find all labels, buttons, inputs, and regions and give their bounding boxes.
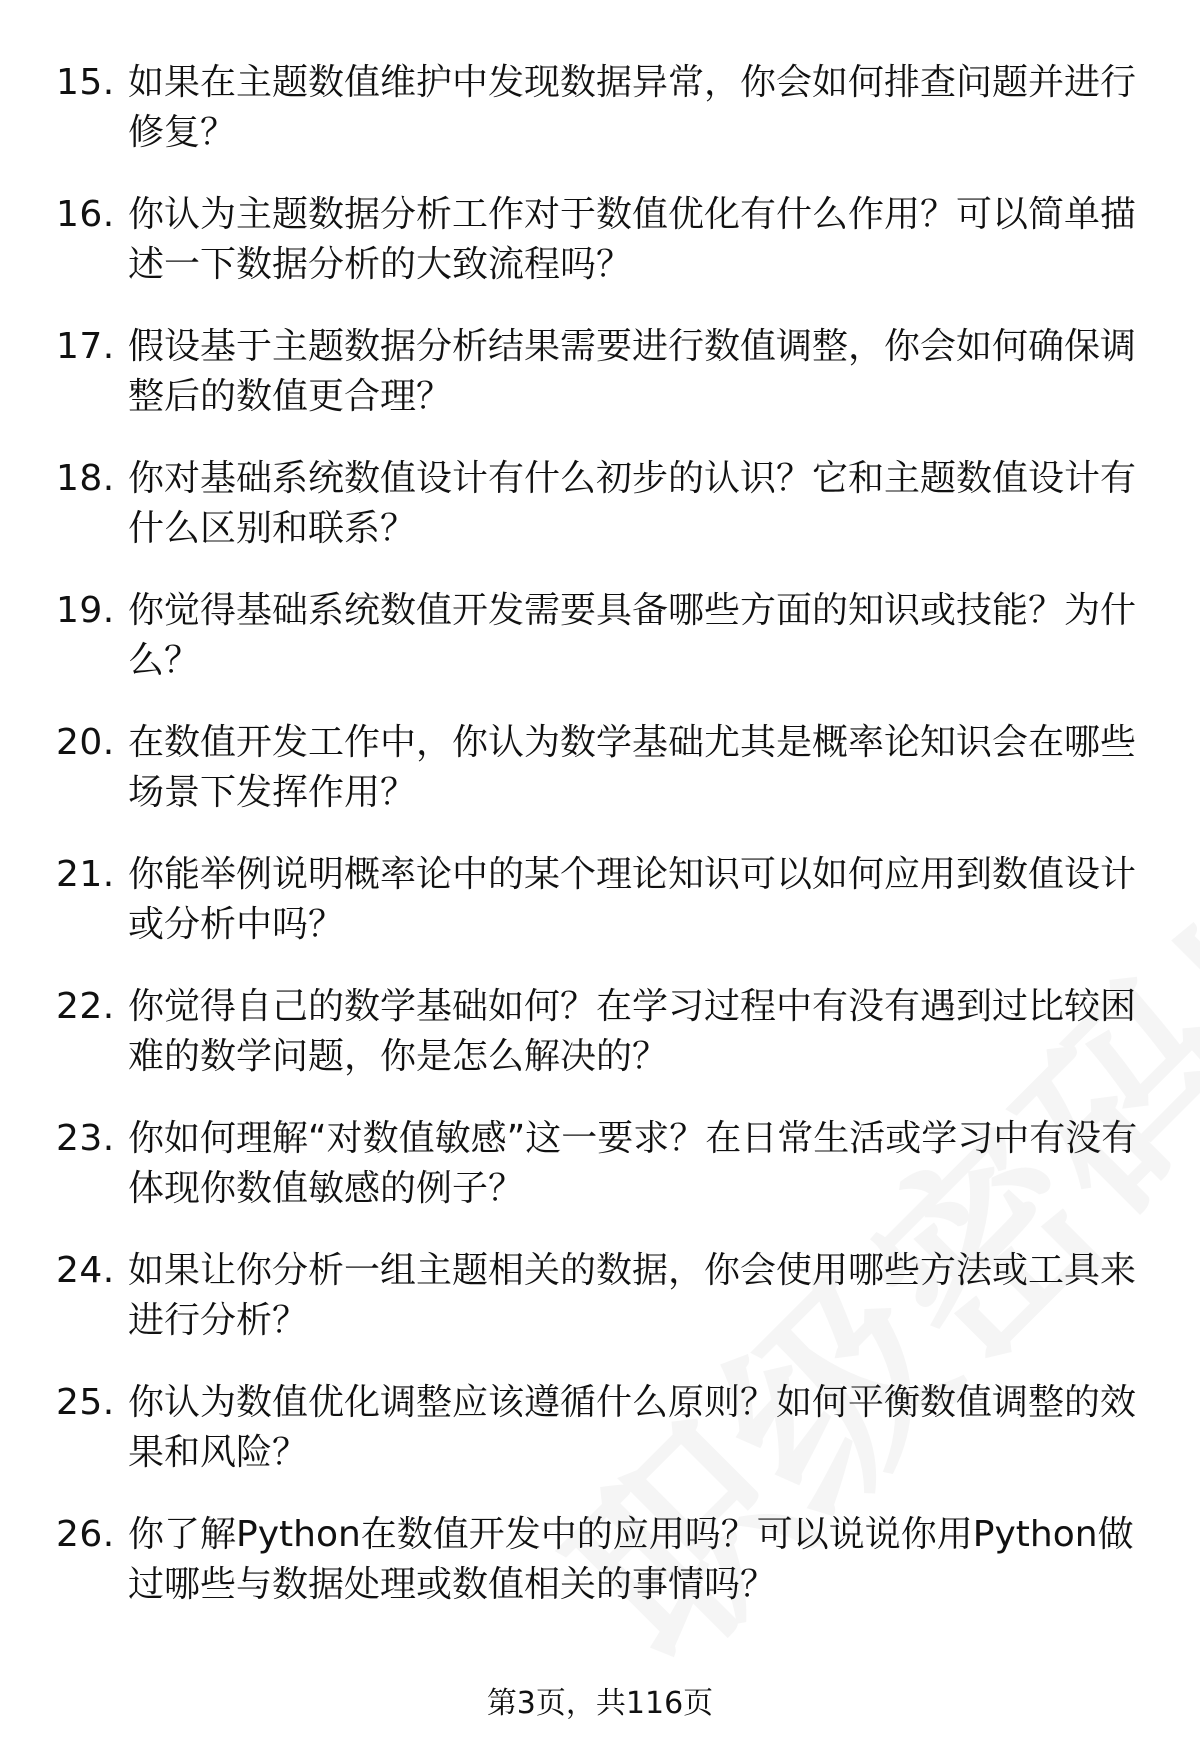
- question-text: 你认为数值优化调整应该遵循什么原则？如何平衡数值调整的效果和风险？: [128, 1382, 1137, 1473]
- question-text: 你觉得自己的数学基础如何？在学习过程中有没有遇到过比较困难的数学问题，你是怎么解决的？: [128, 986, 1137, 1077]
- question-item: [0, 1378, 1200, 1510]
- question-item: [0, 982, 1200, 1114]
- question-number: 25.: [56, 1382, 115, 1423]
- question-text: 你对基础系统数值设计有什么初步的认识？它和主题数值设计有什么区别和联系？: [128, 458, 1137, 549]
- question-list: [0, 58, 1200, 1642]
- question-text: 如果在主题数值维护中发现数据异常，你会如何排查问题并进行修复？: [128, 62, 1137, 153]
- page-number-label: 第3页，共116页: [486, 1686, 714, 1721]
- question-text: 如果让你分析一组主题相关的数据，你会使用哪些方法或工具来进行分析？: [128, 1250, 1137, 1341]
- question-item: [0, 586, 1200, 718]
- question-number: 16.: [56, 194, 115, 235]
- question-number: 20.: [56, 722, 115, 763]
- question-item: [0, 850, 1200, 982]
- question-number: 15.: [56, 62, 115, 103]
- question-number: 21.: [56, 854, 115, 895]
- question-item: [0, 1114, 1200, 1246]
- question-number: 22.: [56, 986, 115, 1027]
- question-item: [0, 190, 1200, 322]
- question-number: 17.: [56, 326, 115, 367]
- page-footer: [0, 1684, 1200, 1724]
- question-number: 18.: [56, 458, 115, 499]
- question-text: 你觉得基础系统数值开发需要具备哪些方面的知识或技能？为什么？: [128, 590, 1137, 681]
- question-text: 在数值开发工作中，你认为数学基础尤其是概率论知识会在哪些场景下发挥作用？: [128, 722, 1137, 813]
- question-item: [0, 454, 1200, 586]
- question-number: 19.: [56, 590, 115, 631]
- question-number: 23.: [56, 1118, 115, 1159]
- question-number: 24.: [56, 1250, 115, 1291]
- question-text: 你如何理解“对数值敏感”这一要求？在日常生活或学习中有没有体现你数值敏感的例子？: [128, 1118, 1138, 1209]
- question-text: 你了解Python在数值开发中的应用吗？可以说说你用Python做过哪些与数据处理或数值相关的事情吗？: [128, 1514, 1134, 1605]
- question-item: [0, 322, 1200, 454]
- question-text: 假设基于主题数据分析结果需要进行数值调整，你会如何确保调整后的数值更合理？: [128, 326, 1137, 417]
- question-item: [0, 1246, 1200, 1378]
- question-item: [0, 58, 1200, 190]
- question-text: 你能举例说明概率论中的某个理论知识可以如何应用到数值设计或分析中吗？: [128, 854, 1137, 945]
- question-item: [0, 718, 1200, 850]
- question-item: [0, 1510, 1200, 1642]
- question-text: 你认为主题数据分析工作对于数值优化有什么作用？可以简单描述一下数据分析的大致流程吗？: [128, 194, 1137, 285]
- question-number: 26.: [56, 1514, 115, 1555]
